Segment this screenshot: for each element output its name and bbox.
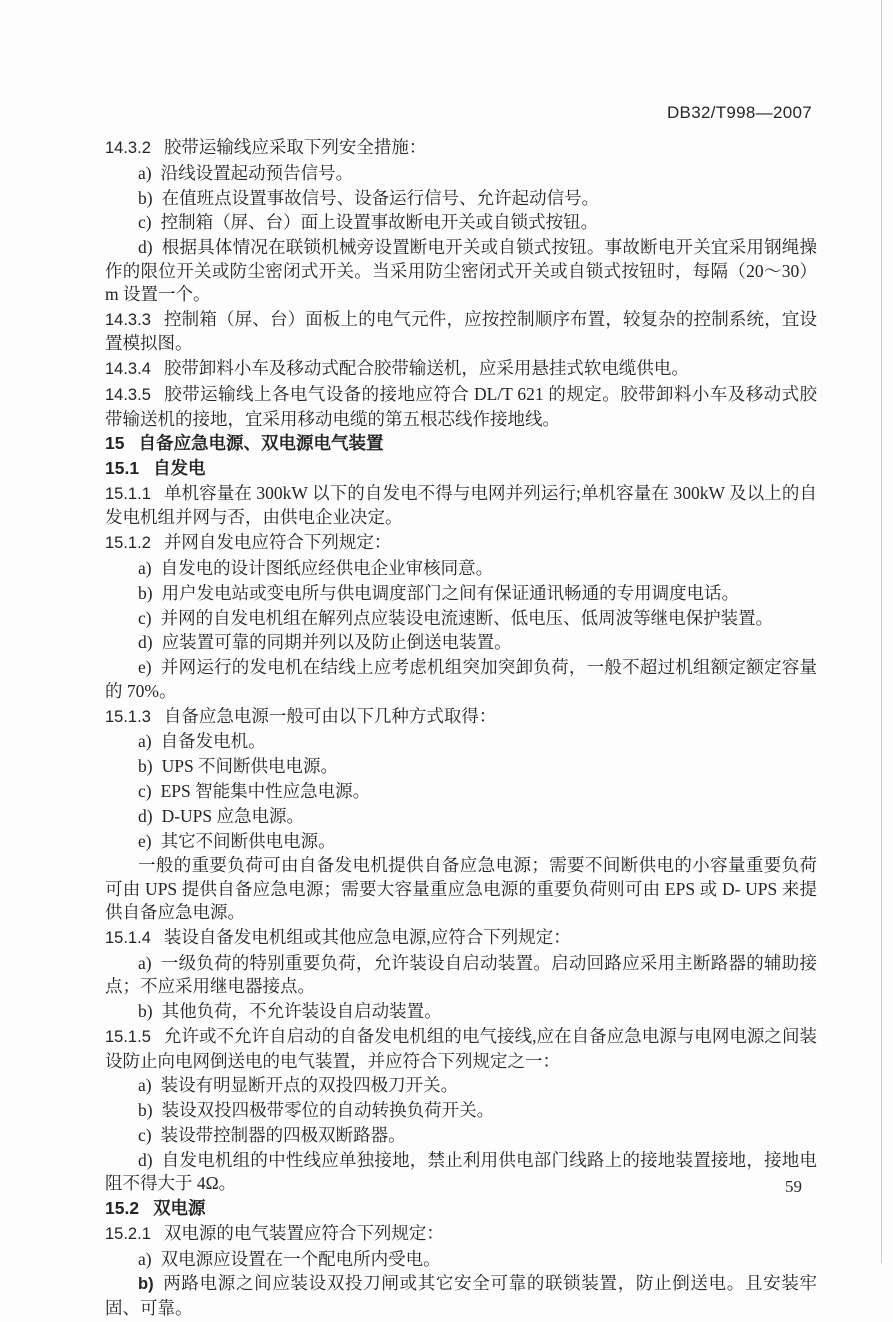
- item-text: 自发电的设计图纸应经供电企业审核同意。: [160, 558, 494, 579]
- item-marker: b): [138, 582, 153, 603]
- clause-text: 装设自备发电机组或其他应急电源,应符合下列规定：: [163, 927, 571, 948]
- item-marker: b): [138, 1100, 153, 1121]
- body-paragraph: [105, 854, 817, 925]
- section-number: 15: [105, 433, 125, 454]
- section-heading: [105, 432, 817, 456]
- clause-paragraph: [105, 531, 817, 556]
- item-text: UPS 不间断供电电源。: [161, 756, 339, 777]
- item-marker: c): [138, 1124, 152, 1145]
- clause-paragraph: [105, 926, 817, 951]
- clause-number: 15.1.5: [105, 1028, 151, 1047]
- list-item: [105, 162, 817, 186]
- clause-text: 胶带运输线应采取下列安全措施：: [163, 137, 427, 157]
- item-text: EPS 智能集中性应急电源。: [160, 780, 371, 801]
- clause-text: 双电源的电气装置应符合下列规定：: [163, 1222, 444, 1243]
- scan-edge-line: [881, 0, 882, 1263]
- item-text: 控制箱（屏、台）面上设置事故断电开关或自锁式按钮。: [160, 212, 599, 233]
- clause-text: 自备应急电源一般可由以下几种方式取得：: [163, 705, 497, 726]
- list-item: [105, 730, 817, 754]
- item-marker: d): [138, 1149, 153, 1170]
- item-marker: d): [138, 237, 153, 258]
- list-item: [105, 1272, 817, 1320]
- section-number: 15.1: [105, 458, 140, 479]
- list-item: [105, 607, 817, 631]
- item-text: 其它不间断供电电源。: [160, 830, 336, 851]
- doc-code: DB32/T998—2007: [666, 103, 812, 122]
- item-text: D-UPS 应急电源。: [161, 805, 305, 826]
- item-marker: c): [138, 780, 152, 801]
- item-marker: a): [138, 952, 152, 973]
- clause-text: 胶带运输线上各电气设备的接地应符合 DL/T 621 的规定。胶带卸料小车及移动式胶带输送机的接地，宜采用移动电缆的第五根芯线作接地线。: [105, 384, 817, 429]
- clause-paragraph: [105, 308, 817, 356]
- item-text: 自发电机组的中性线应单独接地，禁止利用供电部门线路上的接地装置接地，接地电阻不得大于 4Ω。: [105, 1149, 817, 1194]
- section-title: 自备应急电源、双电源电气装置: [138, 433, 384, 454]
- clause-number: 14.3.2: [105, 139, 151, 157]
- page-number: 59: [785, 1177, 802, 1196]
- item-text: 一级负荷的特别重要负荷，允许装设自启动装置。启动回路应采用主断路器的辅助接点；不应采用继电器接点。: [105, 952, 817, 997]
- list-item: [105, 952, 817, 999]
- clause-text: 控制箱（屏、台）面板上的电气元件，应按控制顺序布置，较复杂的控制系统，宜设置模拟图。: [105, 308, 817, 354]
- list-item: [105, 1248, 817, 1272]
- item-text: 并网的自发电机组在解列点应装设电流速断、低电压、低周波等继电保护装置。: [160, 607, 774, 628]
- item-marker: b): [138, 187, 153, 208]
- list-item: [105, 631, 817, 655]
- clause-text: 允许或不允许自启动的自备发电机组的电气接线,应在自备应急电源与电网电源之间装设防止向电网倒送电的电气装置，并应符合下列规定之一：: [105, 1026, 817, 1071]
- clause-text: 单机容量在 300kW 以下的自发电不得与电网并列运行;单机容量在 300kW 及以上的自发电机组并网与否，由供电企业决定。: [105, 482, 817, 528]
- list-item: [105, 656, 817, 703]
- list-item: [105, 236, 817, 307]
- item-text: 其他负荷，不允许装设自启动装置。: [161, 1001, 442, 1022]
- list-item: [105, 830, 817, 854]
- item-text: 双电源应设置在一个配电所内受电。: [160, 1248, 441, 1269]
- clause-number: 15.2.1: [105, 1224, 151, 1243]
- item-marker: a): [138, 1075, 152, 1096]
- item-text: 用户发电站或变电所与供电调度部门之间有保证通讯畅通的专用调度电话。: [161, 582, 740, 603]
- clause-paragraph: [105, 482, 817, 530]
- item-text: 应装置可靠的同期并列以及防止倒送电装置。: [161, 632, 512, 653]
- item-marker: d): [138, 632, 153, 653]
- clause-number: 15.1.1: [105, 484, 151, 503]
- section-heading: [105, 1197, 817, 1221]
- item-marker: c): [138, 607, 152, 628]
- paragraph-text: 一般的重要负荷可由自备发电机提供自备应急电源；需要不间断供电的小容量重要负荷可由 UPS 提供自备应急电源；需要大容量重应急电源的重要负荷则可由 EPS 或 D- UPS 来提供自备应急电源。: [105, 855, 817, 923]
- list-item: [105, 582, 817, 606]
- clause-number: 14.3.3: [105, 310, 151, 329]
- clause-paragraph: [105, 1222, 817, 1247]
- item-marker: b): [138, 1001, 153, 1022]
- list-item: [105, 780, 817, 804]
- clause-number: 15.1.3: [105, 707, 151, 726]
- list-item: [105, 557, 817, 581]
- item-marker: a): [138, 162, 152, 183]
- section-number: 15.2: [105, 1198, 140, 1218]
- list-item: [105, 187, 817, 211]
- clause-number: 14.3.4: [105, 360, 151, 379]
- item-text: 装设带控制器的四极双断路器。: [160, 1124, 406, 1145]
- item-marker: d): [138, 805, 153, 826]
- list-item: [105, 805, 817, 829]
- list-item: [105, 1099, 817, 1123]
- list-item: [105, 1074, 817, 1098]
- item-text: 沿线设置起动预告信号。: [160, 162, 354, 183]
- clause-paragraph: [105, 383, 817, 431]
- clause-number: 14.3.5: [105, 386, 151, 405]
- item-text: 装设有明显断开点的双投四极刀开关。: [160, 1075, 459, 1096]
- item-marker: a): [138, 558, 152, 579]
- item-marker: b): [138, 1275, 154, 1294]
- item-text: 两路电源之间应装设双投刀闸或其它安全可靠的联锁装置，防止倒送电。且安装牢固、可靠。: [105, 1273, 817, 1318]
- clause-text: 胶带卸料小车及移动式配合胶带输送机，应采用悬挂式软电缆供电。: [163, 358, 689, 379]
- clause-number: 15.1.2: [105, 534, 151, 553]
- item-text: 装设双投四极带零位的自动转换负荷开关。: [161, 1100, 495, 1121]
- section-heading: [105, 457, 817, 481]
- section-title: 双电源: [153, 1198, 206, 1218]
- clause-text: 并网自发电应符合下列规定：: [163, 532, 392, 553]
- item-marker: a): [138, 731, 152, 752]
- list-item: [105, 1000, 817, 1024]
- clause-paragraph: [105, 357, 817, 382]
- clause-number: 15.1.4: [105, 929, 151, 948]
- document-body: [105, 136, 817, 1322]
- item-marker: a): [138, 1248, 152, 1269]
- item-text: 在值班点设置事故信号、设备运行信号、允许起动信号。: [161, 187, 600, 208]
- item-text: 自备发电机。: [160, 731, 266, 752]
- item-marker: e): [138, 830, 152, 851]
- list-item: [105, 211, 817, 235]
- item-text: 根据具体情况在联锁机械旁设置断电开关或自锁式按钮。事故断电开关宜采用钢绳操作的限位开关或防尘密闭式开关。当采用防尘密闭式开关或自锁式按钮时，每隔（20～30）m 设置一个。: [105, 237, 817, 305]
- list-item: [105, 755, 817, 779]
- clause-paragraph: [105, 705, 817, 730]
- section-title: 自发电: [153, 458, 206, 479]
- clause-paragraph: [105, 1025, 817, 1073]
- item-marker: c): [138, 212, 152, 233]
- list-item: [105, 1124, 817, 1148]
- item-marker: e): [138, 657, 152, 678]
- item-marker: b): [138, 756, 153, 777]
- item-text: 并网运行的发电机在结线上应考虑机组突加突卸负荷，一般不超过机组额定额定容量的 70%。: [105, 657, 817, 701]
- clause-paragraph: [105, 136, 817, 161]
